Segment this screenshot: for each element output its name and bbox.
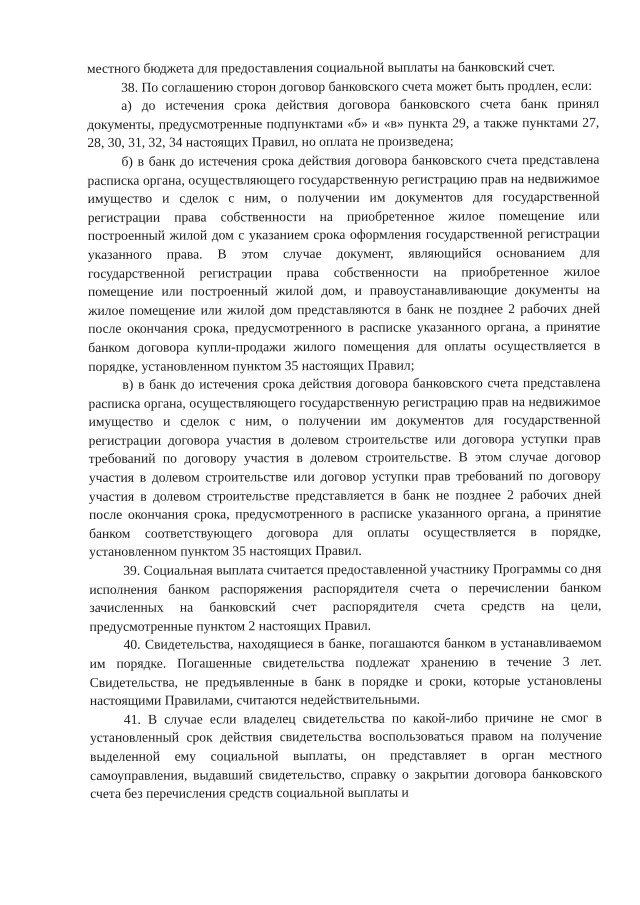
paragraph-39: 39. Социальная выплата считается предоставленной участнику Программы со дня исполнения банком распоряжения распорядителя счета о перечислении банком зачисленных на банковский счет распорядителя счета средств на цели, предусмотренные пунктом 2 настоящих Правил. xyxy=(89,560,602,634)
paragraph-38: 38. По соглашению сторон договор банковского счета может быть продлен, если: xyxy=(121,77,592,95)
paragraph-40: 40. Свидетельства, находящиеся в банке, погашаются банком в устанавливаемом им порядке. Погашенные свидетельства подлежат хранению в течение 3 лет. Свидетельства, не предъявленные в банк в порядке и сроки, которые установлены настоящими Правилами, считаются недействительными. xyxy=(89,635,602,709)
document-page xyxy=(87,58,602,804)
paragraph-41: 41. В случае если владелец свидетельства по какой-либо причине не смог в установленный срок действия свидетельства воспользоваться правом на получение выделенной ему социальной выплаты, он представляет в орган местного самоуправления, выдавший свидетельство, справку о закрытии договора банковского счета без перечисления средств социальной выплаты и xyxy=(89,709,603,802)
paragraph-38-a: а) до истечения срока действия договора банковского счета банк принял документы, предусмотренные подпунктами «б» и «в» пункта 29, а также пунктами 27, 28, 30, 31, 32, 34 настоящих Правил, но оплата не произведена; xyxy=(87,95,600,151)
paragraph-continuation: местного бюджета для предоставления социальной выплаты на банковский счет. xyxy=(87,58,555,76)
paragraph-38-c: в) в банк до истечения срока действия договора банковского счета представлена расписка органа, осуществляющего государственную регистрацию прав на недвижимое имущество и сделок с ним, о получении им документов для государственной регистрации договора участия в долевом строительстве или договора уступки прав требований по договору участия в долевом строительстве. В этом случае договор участия в долевом строительстве или договор уступки прав требований по договору участия в долевом строительстве представляется в банк не позднее 2 рабочих дней после окончания срока, предусмотренного в расписке указанного органа, а принятие банком соответствующего договора для оплаты осуществляется в порядке, установленном пунктом 35 настоящих Правил. xyxy=(88,374,602,560)
paragraph-38-b: б) в банк до истечения срока действия договора банковского счета представлена расписка органа, осуществляющего государственную регистрацию прав на недвижимое имущество и сделок с ним, о получении им документов для государственной регистрации права собственности на приобретенное жилое помещение или построенный жилой дом с указанием срока оформления государственной регистрации указанного права. В этом случае документ, являющийся основанием для государственной регистрации права собственности на приобретенное жилое помещение или построенный жилой дом, и правоустанавливающие документы на жилое помещение или жилой дом представляются в банк не позднее 2 рабочих дней после окончания срока, предусмотренного в расписке указанного органа, а принятие банком договора купли-продажи жилого помещения для оплаты осуществляется в порядке, установленном пунктом 35 настоящих Правил; xyxy=(87,151,601,374)
